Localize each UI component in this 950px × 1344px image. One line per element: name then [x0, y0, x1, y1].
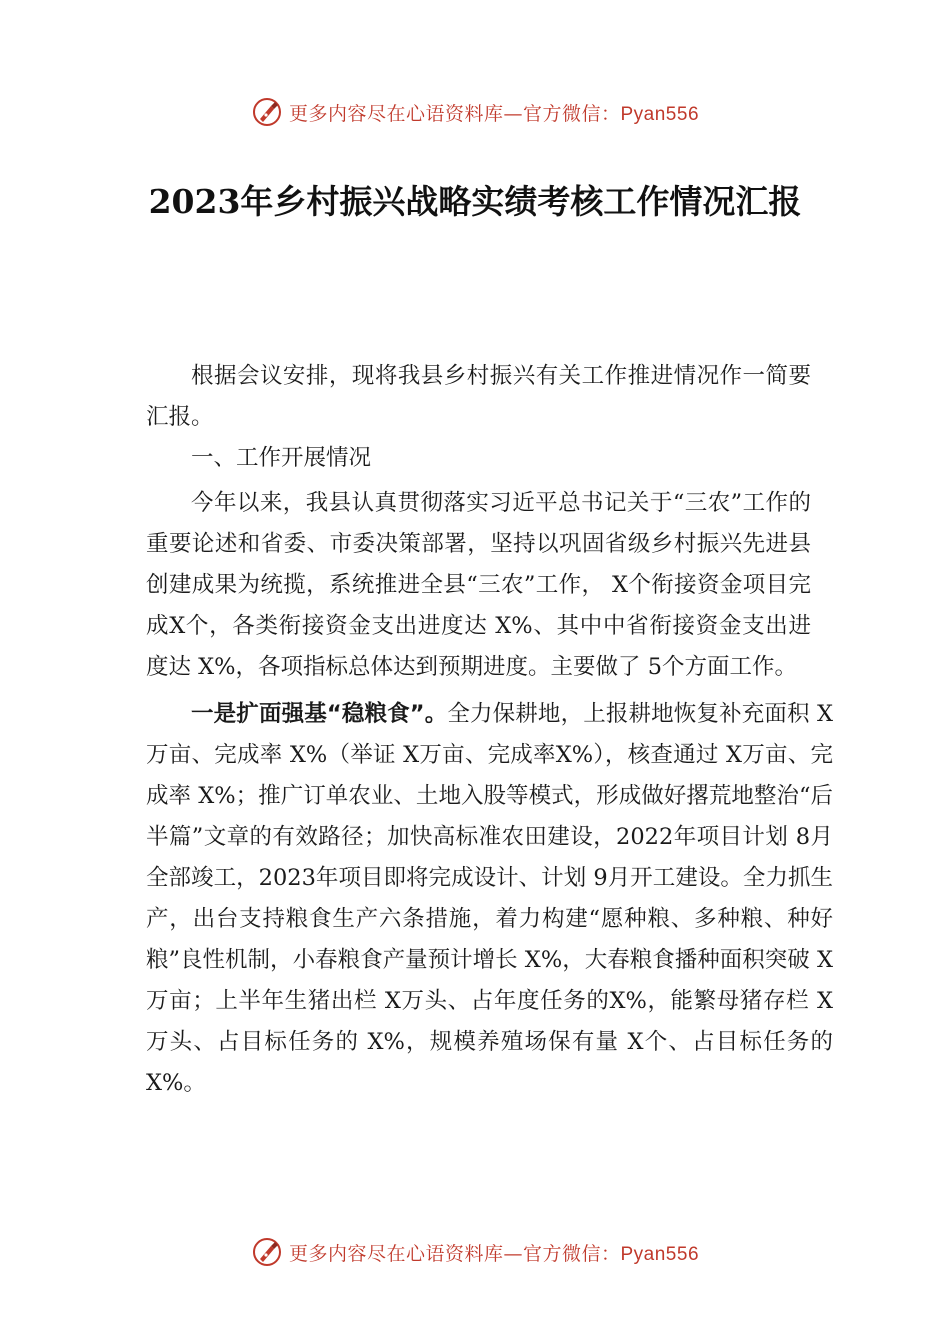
watermark-text: 更多内容尽在心语资料库—官方微信：Pyan556: [288, 1242, 700, 1265]
header-watermark: [0, 92, 950, 132]
wechat-id: Pyan556: [620, 1243, 700, 1265]
wechat-id: Pyan556: [620, 103, 700, 125]
section-body-paragraph: 今年以来，我县认真贯彻落实习近平总书记关于“三农”工作的重要论述和省委、市委决策部署，坚持以巩固省级乡村振兴先进县创建成果为统揽，系统推进全县“三农”工作， X个衔接资金项目完成X个，各类衔接资金支出进度达 X%、其中中省衔接资金支出进度达 X%，各项指标总体达到预期进度。主要做了 5个方面工作。: [146, 490, 811, 680]
document-body: [146, 356, 834, 1104]
pen-nib-circle-logo-icon: [251, 1236, 283, 1268]
intro-paragraph: 根据会议安排，现将我县乡村振兴有关工作推进情况作一简要汇报。: [146, 363, 811, 430]
item-one-paragraph: [146, 694, 833, 1104]
item-one-lead: 一是扩面强基“稳粮食”。: [191, 701, 448, 727]
watermark-text: 更多内容尽在心语资料库—官方微信：Pyan556: [288, 102, 700, 125]
document-title: 2023年乡村振兴战略实绩考核工作情况汇报: [148, 182, 802, 221]
section-heading: 一、工作开展情况: [191, 445, 372, 471]
pen-nib-circle-logo-icon: [251, 96, 283, 128]
footer-watermark: [0, 1232, 950, 1272]
item-one-body: 全力保耕地，上报耕地恢复补充面积 X万亩、完成率 X%（举证 X万亩、完成率X%），核查通过 X万亩、完成率 X%；推广订单农业、土地入股等模式，形成做好撂荒地整治“后半篇”文章的有效路径；加快高标准农田建设，2022年项目计划 8月全部竣工，2023年项目即将完成设计、计划 9月开工建设。全力抓生产，出台支持粮食生产六条措施，着力构建“愿种粮、多种粮、种好粮”良性机制，小春粮食产量预计增长 X%，大春粮食播种面积突破 X万亩；上半年生猪出栏 X万头、占年度任务的X%，能繁母猪存栏 X万头、占目标任务的 X%，规模养殖场保有量 X个、占目标任务的 X%。: [146, 701, 834, 1096]
